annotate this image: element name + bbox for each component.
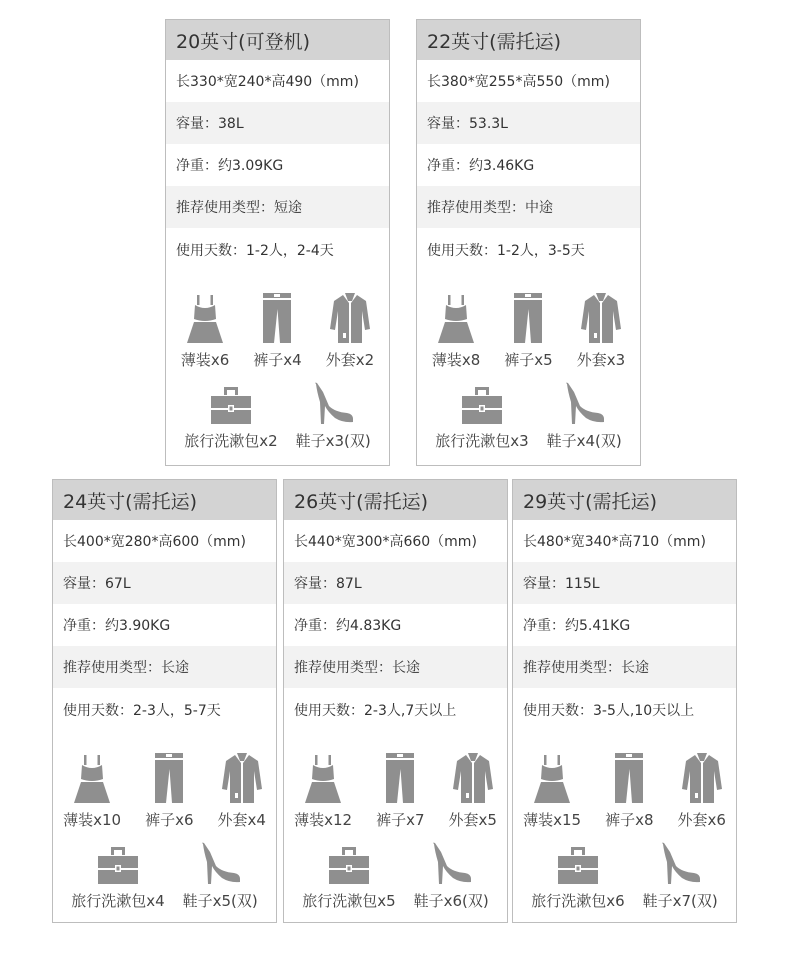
coat-item xyxy=(677,753,725,830)
weight-row: 净重：约5.41KG xyxy=(523,618,631,634)
high-heel-shoe-icon xyxy=(200,842,240,884)
light-clothing-item xyxy=(181,295,229,370)
coat-label: 外套x6 xyxy=(677,811,726,829)
coat-icon xyxy=(330,293,370,343)
shoes-label: 鞋子x3(双) xyxy=(295,432,371,450)
pants-label: 裤子x6 xyxy=(145,811,194,829)
light-clothing-label: 薄装x12 xyxy=(294,811,353,829)
pants-icon xyxy=(380,753,420,803)
light-clothing-label: 薄装x10 xyxy=(63,811,122,829)
usage-type-row: 推荐使用类型：短途 xyxy=(166,186,389,228)
light-clothing-label: 薄装x8 xyxy=(431,351,481,369)
toiletry-bag-label: 旅行洗漱包x2 xyxy=(184,432,278,450)
coat-label: 外套x3 xyxy=(576,351,626,369)
dress-icon xyxy=(436,295,476,343)
toiletry-bag-icon xyxy=(329,847,369,884)
pants-item xyxy=(145,753,193,830)
light-clothing-item xyxy=(523,755,581,830)
toiletry-bag-item xyxy=(184,387,277,451)
shoes-item xyxy=(183,842,258,911)
toiletry-bag-label: 旅行洗漱包x4 xyxy=(71,892,165,910)
toiletry-bag-label: 旅行洗漱包x5 xyxy=(302,892,396,910)
light-clothing-item xyxy=(432,295,480,370)
pants-item xyxy=(605,753,653,830)
pants-item xyxy=(376,753,424,830)
weight-row: 净重：约3.09KG xyxy=(176,158,284,174)
toiletry-bag-icon xyxy=(98,847,138,884)
packing-capacity xyxy=(284,731,507,911)
coat-label: 外套x2 xyxy=(325,351,375,369)
usage-days-row: 使用天数：3-5人,10天以上 xyxy=(523,702,695,719)
coat-icon xyxy=(453,753,493,803)
dimensions-row: 长480*宽340*高710（mm) xyxy=(523,534,706,550)
shoes-item xyxy=(296,382,371,451)
usage-type-row: 推荐使用类型：中途 xyxy=(417,186,640,228)
pants-item xyxy=(253,293,301,370)
weight-row: 净重：约3.46KG xyxy=(427,158,535,174)
coat-label: 外套x4 xyxy=(217,811,266,829)
shoes-label: 鞋子x6(双) xyxy=(413,892,489,910)
coat-icon xyxy=(682,753,722,803)
high-heel-shoe-icon xyxy=(660,842,700,884)
usage-type-row: 推荐使用类型：长途 xyxy=(53,646,276,688)
dimensions-row: 长440*宽300*高660（mm) xyxy=(294,534,477,550)
dress-icon xyxy=(72,755,112,803)
capacity-row: 容量：87L xyxy=(284,562,507,604)
coat-item xyxy=(217,753,265,830)
card-title: 20英寸(可登机) xyxy=(166,20,389,60)
usage-days-row: 使用天数：1-2人，3-5天 xyxy=(427,242,585,259)
coat-item xyxy=(448,753,496,830)
packing-capacity xyxy=(53,731,276,911)
capacity-row: 容量：38L xyxy=(166,102,389,144)
toiletry-bag-label: 旅行洗漱包x3 xyxy=(435,432,529,450)
pants-label: 裤子x4 xyxy=(253,351,302,369)
toiletry-bag-item xyxy=(435,387,528,451)
weight-row: 净重：约3.90KG xyxy=(63,618,171,634)
shoes-item xyxy=(643,842,718,911)
coat-icon xyxy=(581,293,621,343)
high-heel-shoe-icon xyxy=(564,382,604,424)
shoes-item xyxy=(414,842,489,911)
capacity-row: 容量：115L xyxy=(513,562,736,604)
card-title: 24英寸(需托运) xyxy=(53,480,276,520)
dress-icon xyxy=(303,755,343,803)
light-clothing-label: 薄装x15 xyxy=(523,811,582,829)
light-clothing-label: 薄装x6 xyxy=(180,351,230,369)
pants-icon xyxy=(257,293,297,343)
coat-icon xyxy=(222,753,262,803)
toiletry-bag-item xyxy=(71,847,164,911)
coat-label: 外套x5 xyxy=(448,811,497,829)
light-clothing-item xyxy=(63,755,121,830)
luggage-size-card xyxy=(52,479,277,923)
packing-capacity xyxy=(417,271,640,451)
weight-row: 净重：约4.83KG xyxy=(294,618,402,634)
shoes-label: 鞋子x5(双) xyxy=(182,892,258,910)
toiletry-bag-icon xyxy=(462,387,502,424)
high-heel-shoe-icon xyxy=(313,382,353,424)
shoes-label: 鞋子x7(双) xyxy=(642,892,718,910)
dimensions-row: 长400*宽280*高600（mm) xyxy=(63,534,246,550)
usage-days-row: 使用天数：2-3人,7天以上 xyxy=(294,702,457,719)
usage-days-row: 使用天数：1-2人，2-4天 xyxy=(176,242,334,259)
light-clothing-item xyxy=(294,755,352,830)
toiletry-bag-item xyxy=(302,847,395,911)
shoes-label: 鞋子x4(双) xyxy=(546,432,622,450)
packing-capacity xyxy=(513,731,736,911)
dress-icon xyxy=(532,755,572,803)
pants-icon xyxy=(149,753,189,803)
card-title: 22英寸(需托运) xyxy=(417,20,640,60)
luggage-size-card xyxy=(512,479,737,923)
usage-days-row: 使用天数：2-3人，5-7天 xyxy=(63,702,221,719)
usage-type-row: 推荐使用类型：长途 xyxy=(284,646,507,688)
packing-capacity xyxy=(166,271,389,451)
dimensions-row: 长330*宽240*高490（mm) xyxy=(176,74,359,90)
toiletry-bag-label: 旅行洗漱包x6 xyxy=(531,892,625,910)
pants-label: 裤子x5 xyxy=(504,351,553,369)
pants-label: 裤子x7 xyxy=(376,811,425,829)
luggage-size-card xyxy=(165,19,390,466)
shoes-item xyxy=(547,382,622,451)
pants-icon xyxy=(609,753,649,803)
dimensions-row: 长380*宽255*高550（mm) xyxy=(427,74,610,90)
pants-icon xyxy=(508,293,548,343)
dress-icon xyxy=(185,295,225,343)
pants-label: 裤子x8 xyxy=(605,811,654,829)
capacity-row: 容量：67L xyxy=(53,562,276,604)
toiletry-bag-icon xyxy=(211,387,251,424)
luggage-size-card xyxy=(283,479,508,923)
pants-item xyxy=(504,293,552,370)
coat-item xyxy=(577,293,625,370)
card-title: 29英寸(需托运) xyxy=(513,480,736,520)
capacity-row: 容量：53.3L xyxy=(417,102,640,144)
card-title: 26英寸(需托运) xyxy=(284,480,507,520)
luggage-size-card xyxy=(416,19,641,466)
usage-type-row: 推荐使用类型：长途 xyxy=(513,646,736,688)
high-heel-shoe-icon xyxy=(431,842,471,884)
toiletry-bag-icon xyxy=(558,847,598,884)
coat-item xyxy=(326,293,374,370)
toiletry-bag-item xyxy=(531,847,624,911)
